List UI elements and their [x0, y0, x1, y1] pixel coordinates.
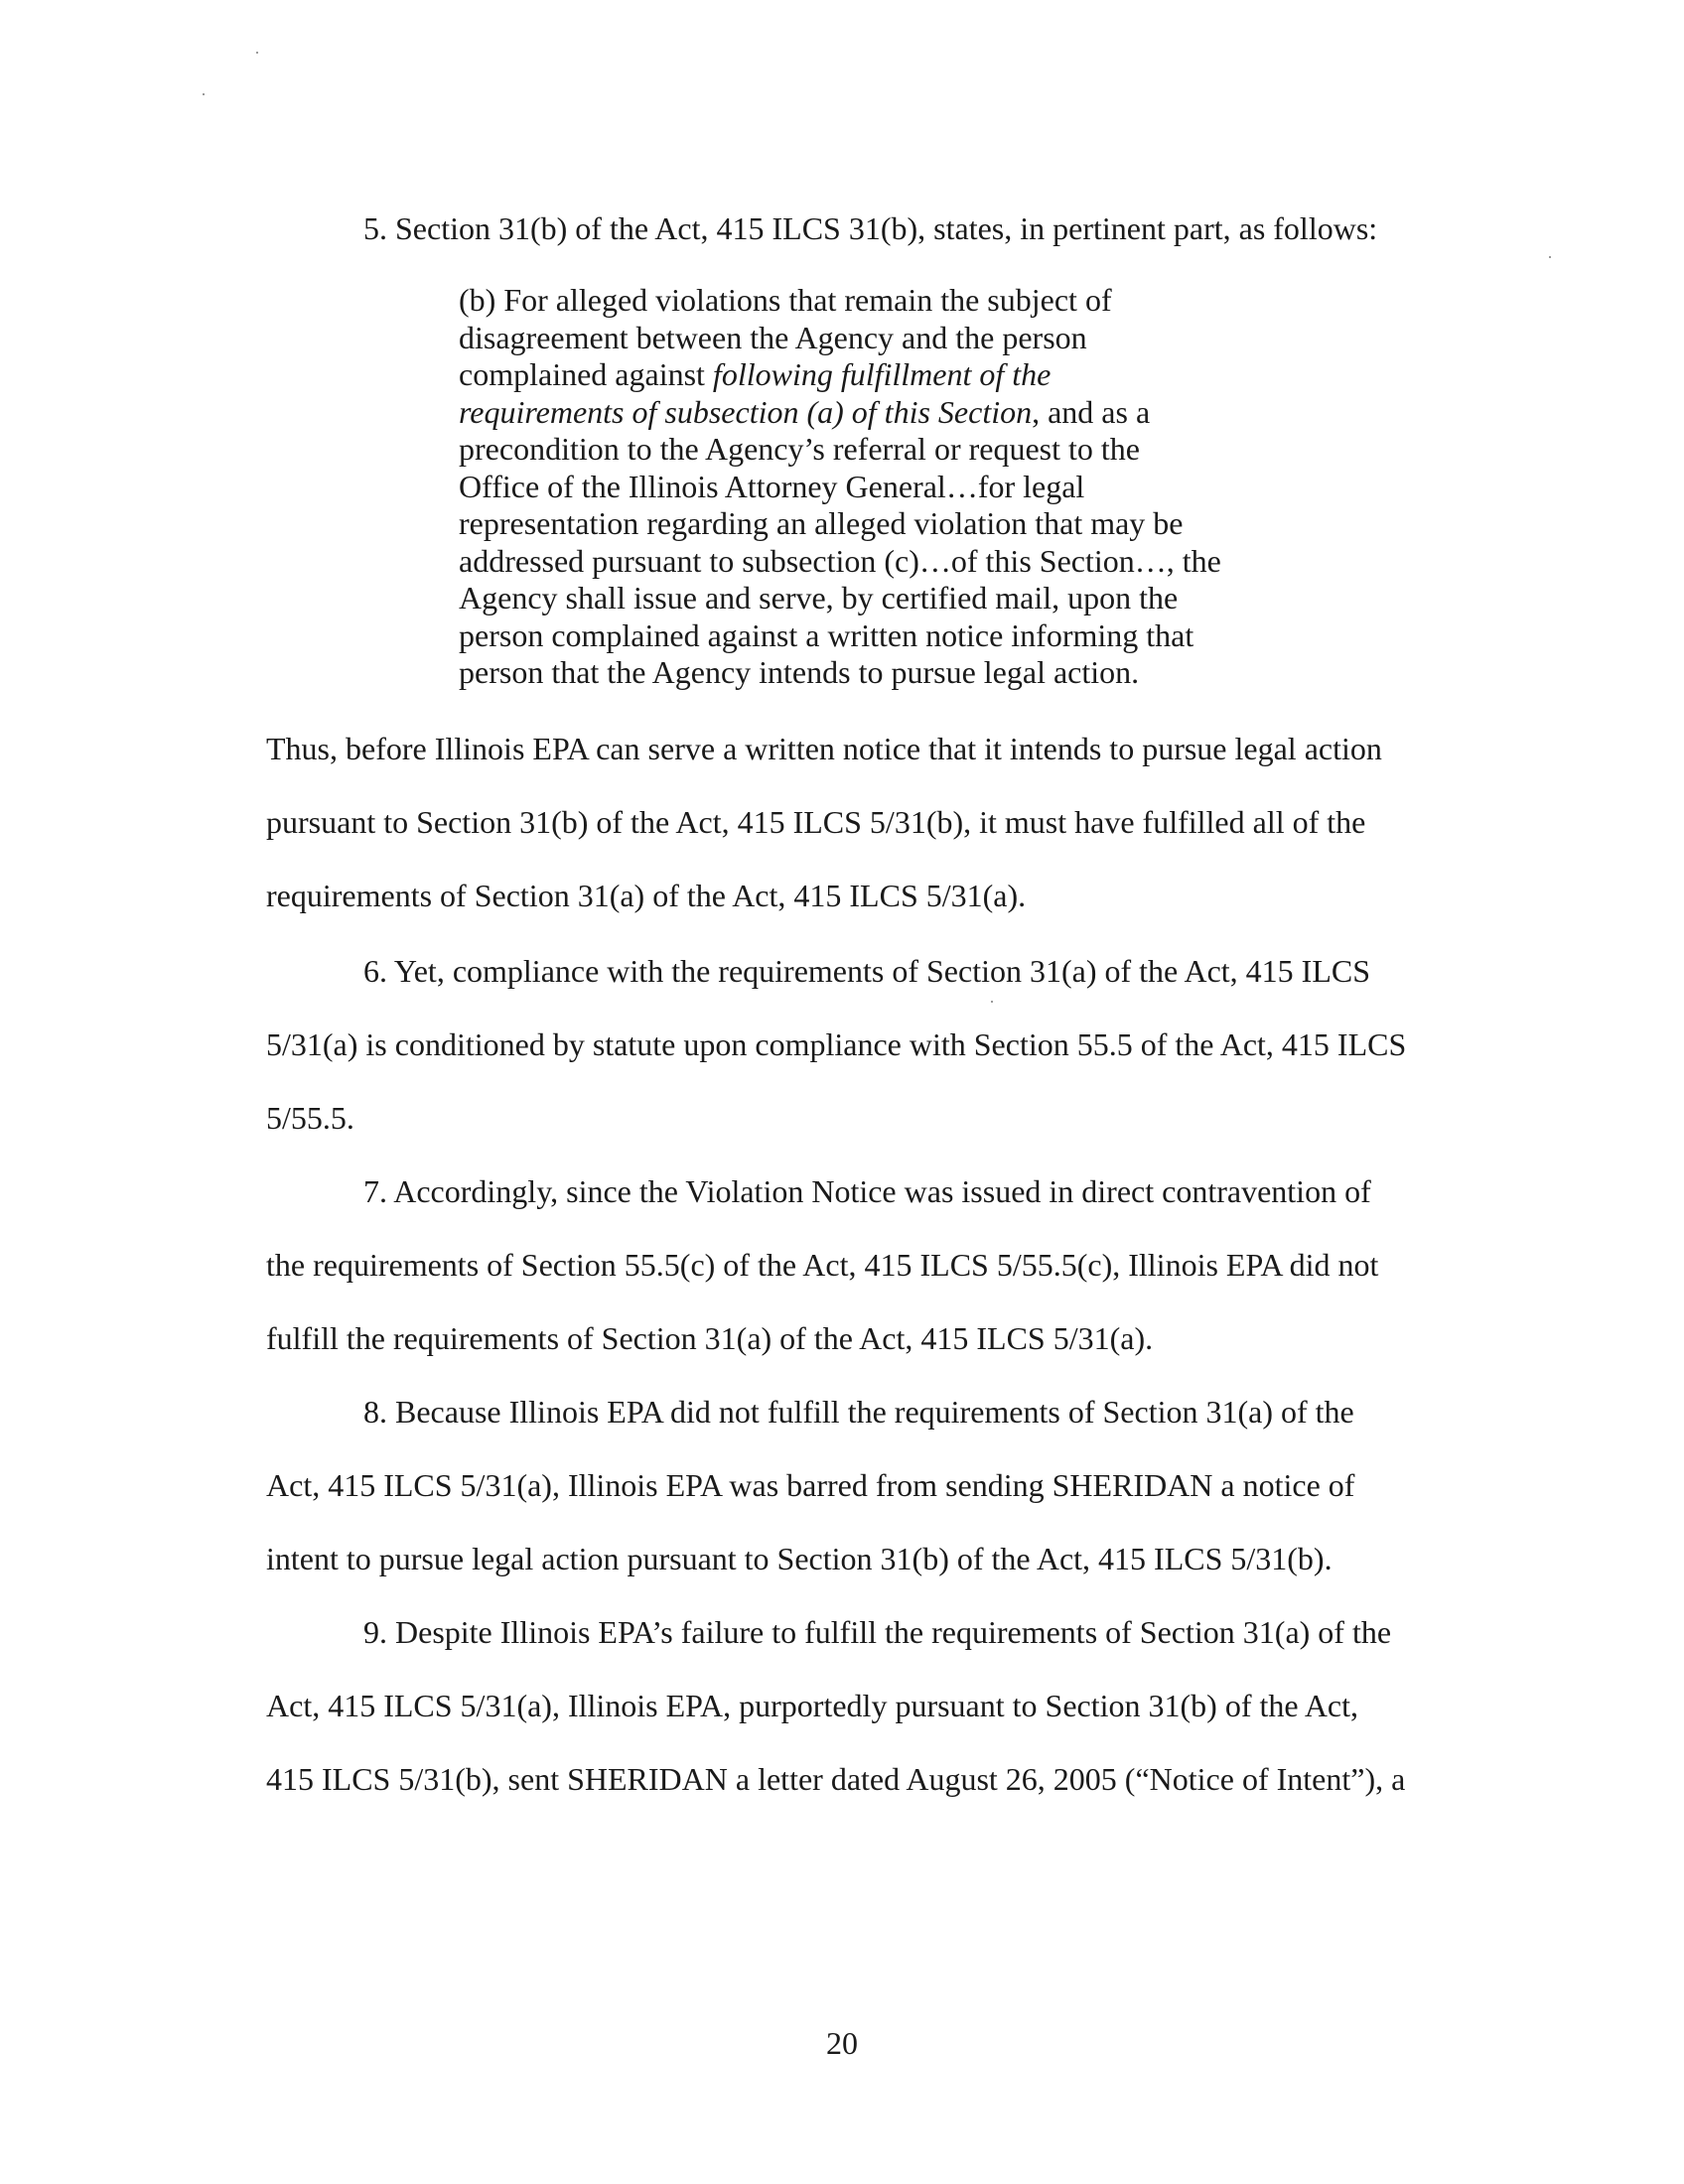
- paragraph-6-line: 6. Yet, compliance with the requirements of Section 31(a) of the Act, 415 ILCS: [363, 953, 1371, 989]
- scan-speck: [203, 93, 205, 95]
- paragraph-6-line: 5/31(a) is conditioned by statute upon compliance with Section 55.5 of the Act, 415 ILCS: [266, 1026, 1407, 1062]
- paragraph-6-line: 5/55.5.: [266, 1100, 354, 1136]
- quote-line: Agency shall issue and serve, by certified mail, upon the: [459, 580, 1179, 615]
- quote-italic-text: following fulfillment of the: [712, 356, 1052, 392]
- page-number: 20: [826, 2025, 858, 2061]
- quote-line: (b) For alleged violations that remain the subject of: [459, 282, 1112, 318]
- paragraph-5-intro: 5. Section 31(b) of the Act, 415 ILCS 31(b), states, in pertinent part, as follows:: [363, 210, 1378, 246]
- quote-line: person that the Agency intends to pursue legal action.: [459, 654, 1140, 690]
- paragraph-8-line: intent to pursue legal action pursuant to Section 31(b) of the Act, 415 ILCS 5/31(b).: [266, 1541, 1333, 1576]
- paragraph-8-line: Act, 415 ILCS 5/31(a), Illinois EPA was barred from sending SHERIDAN a notice of: [266, 1467, 1355, 1503]
- paragraph-9-line: 415 ILCS 5/31(b), sent SHERIDAN a letter dated August 26, 2005 (“Notice of Intent”), a: [266, 1761, 1406, 1797]
- quote-line: disagreement between the Agency and the person: [459, 319, 1087, 355]
- quote-line: Office of the Illinois Attorney General…for legal: [459, 468, 1085, 504]
- quote-line: complained against following fulfillment of the: [459, 356, 1052, 392]
- quote-italic-text: requirements of subsection (a) of this Section: [459, 393, 1033, 430]
- quote-line: person complained against a written notice informing that: [459, 616, 1194, 653]
- paragraph-9-line: 9. Despite Illinois EPA’s failure to fulfill the requirements of Section 31(a) of the: [363, 1614, 1392, 1650]
- paragraph-9-line: Act, 415 ILCS 5/31(a), Illinois EPA, purportedly pursuant to Section 31(b) of the Act,: [266, 1688, 1359, 1723]
- paragraph-7-line: fulfill the requirements of Section 31(a) of the Act, 415 ILCS 5/31(a).: [266, 1320, 1154, 1356]
- paragraph-7-line: the requirements of Section 55.5(c) of the Act, 415 ILCS 5/55.5(c), Illinois EPA did not: [266, 1247, 1379, 1283]
- scan-speck: [1549, 256, 1551, 258]
- quote-line: precondition to the Agency’s referral or request to the: [459, 431, 1140, 467]
- body-text-line: Thus, before Illinois EPA can serve a written notice that it intends to pursue legal action: [266, 731, 1382, 766]
- scan-speck: [256, 52, 258, 54]
- paragraph-8-line: 8. Because Illinois EPA did not fulfill the requirements of Section 31(a) of the: [363, 1394, 1354, 1430]
- quote-line: addressed pursuant to subsection (c)…of this Section…, the: [459, 542, 1221, 579]
- quote-line: representation regarding an alleged violation that may be: [459, 505, 1184, 541]
- scan-speck: [991, 1001, 993, 1003]
- body-text-line: requirements of Section 31(a) of the Act, 415 ILCS 5/31(a).: [266, 878, 1027, 913]
- body-text-line: pursuant to Section 31(b) of the Act, 415 ILCS 5/31(b), it must have fulfilled all of the: [266, 804, 1366, 840]
- block-quote: [459, 282, 1273, 692]
- quote-line: requirements of subsection (a) of this Section, and as a: [459, 393, 1151, 430]
- paragraph-7-line: 7. Accordingly, since the Violation Notice was issued in direct contravention of: [363, 1173, 1371, 1209]
